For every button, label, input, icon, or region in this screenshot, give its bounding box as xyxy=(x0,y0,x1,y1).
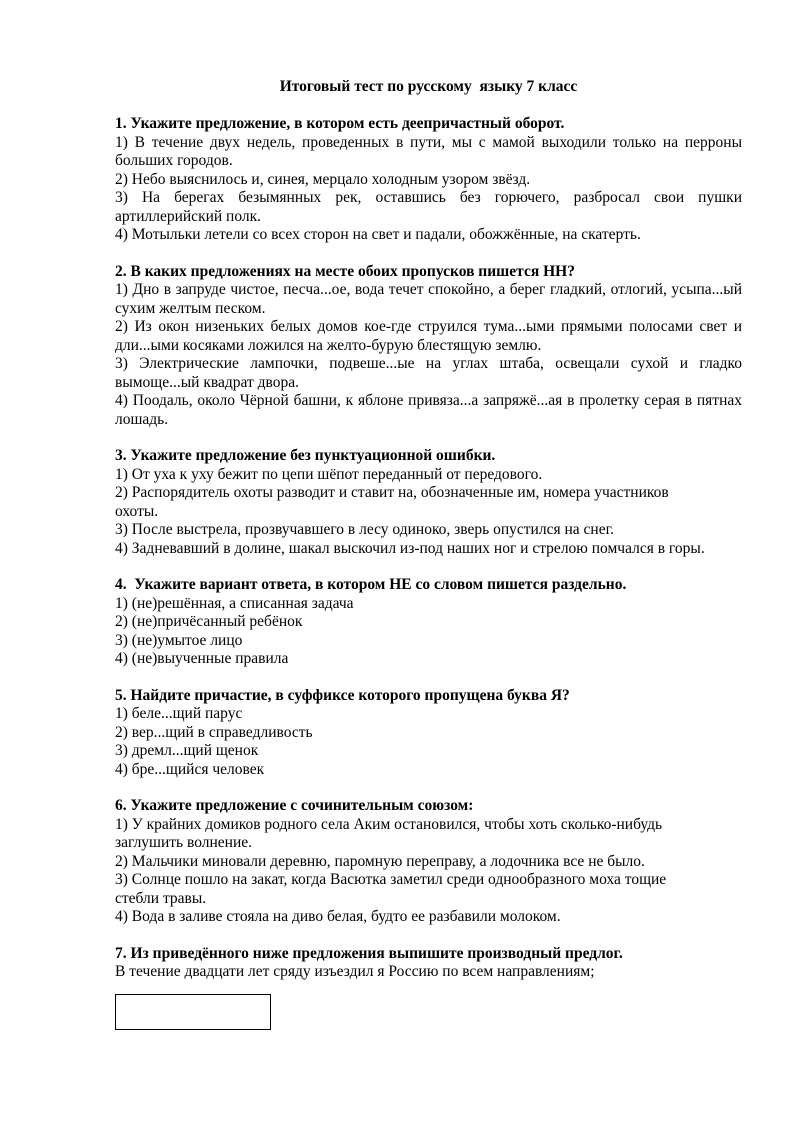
question-title: 3. Укажите предложение без пунктуационной ошибки. xyxy=(115,447,496,464)
question-2 xyxy=(115,263,742,430)
question-title: 1. Укажите предложение, в котором есть деепричастный оборот. xyxy=(115,115,565,132)
question-1 xyxy=(115,115,742,245)
answer-option: 1) В течение двух недель, проведенных в пути, мы с мамой выходили только на перроны больших городов. xyxy=(115,133,742,169)
answer-option: 1) У крайних домиков родного села Аким остановился, чтобы хоть сколько-нибудь заглушить волнение. xyxy=(115,815,663,851)
answer-option: 3) На берегах безымянных рек, оставшись без горючего, разбросал свои пушки артиллерийский полк. xyxy=(115,189,742,225)
answer-option: 2) Небо выяснилось и, синея, мерцало холодным узором звёзд. xyxy=(115,170,531,188)
answer-box[interactable] xyxy=(115,994,271,1030)
answer-option: 4) бре...щийся человек xyxy=(115,760,265,778)
answer-option: 1) Дно в запруде чистое, песча...ое, вода течет спокойно, а берег гладкий, отлогий, усыпа...ый сухим желтым песком. xyxy=(115,281,742,317)
answer-option: 1) (не)решённая, а списанная задача xyxy=(115,594,354,612)
answer-option: 3) дремл...щий щенок xyxy=(115,742,259,759)
question-4 xyxy=(115,576,742,669)
question-title: 2. В каких предложениях на месте обоих пропусков пишется НН? xyxy=(115,262,575,280)
question-title: 6. Укажите предложение с сочинительным союзом: xyxy=(115,797,474,814)
answer-option: 4) Мотыльки летели со всех сторон на свет и падали, обожжённые, на скатерть. xyxy=(115,226,641,243)
answer-option: 2) Мальчики миновали деревню, паромную переправу, а лодочника все не было. xyxy=(115,852,645,870)
answer-option: 2) Распорядитель охоты разводит и ставит на, обозначенные им, номера участников охоты. xyxy=(115,484,669,520)
answer-option: 4) Задневавший в долине, шакал выскочил из-под наших ног и стрелою помчался в горы. xyxy=(115,539,705,557)
answer-option: 2) Из окон низеньких белых домов кое-где струился тума...ыми прямыми полосами свет и дли...ыми косяками ложился на желто-бурую блестящую землю. xyxy=(115,318,742,354)
question-5 xyxy=(115,687,742,780)
answer-option: 4) (не)выученные правила xyxy=(115,650,289,667)
question-title: 4. Укажите вариант ответа, в котором НЕ со словом пишется раздельно. xyxy=(115,576,627,593)
question-6 xyxy=(115,797,742,927)
question-7 xyxy=(115,945,742,1030)
answer-option: 1) беле...щий парус xyxy=(115,705,243,722)
question-title: 5. Найдите причастие, в суффиксе которого пропущена буква Я? xyxy=(115,686,570,704)
answer-option: 3) Электрические лампочки, подвеше...ые на углах штаба, освещали сухой и гладко вымоще...ый квадрат двора. xyxy=(115,355,742,391)
test-page xyxy=(115,78,742,1048)
question-title: 7. Из приведённого ниже предложения выпишите производный предлог. xyxy=(115,944,623,962)
question-3 xyxy=(115,447,742,558)
answer-option: 3) Солнце пошло на закат, когда Васютка заметил среди однообразного моха тощие стебли травы. xyxy=(115,871,667,907)
answer-option: 2) (не)причёсанный ребёнок xyxy=(115,613,303,630)
answer-option: 1) От уха к уху бежит по цепи шёпот переданный от передового. xyxy=(115,465,543,483)
page-title: Итоговый тест по русскому языку 7 класс xyxy=(279,78,578,95)
answer-option: 2) вер...щий в справедливость xyxy=(115,723,313,741)
answer-option: 3) (не)умытое лицо xyxy=(115,631,243,649)
answer-option: 3) После выстрела, прозвучавшего в лесу одиноко, зверь опустился на снег. xyxy=(115,521,615,538)
answer-option: 4) Вода в заливе стояла на диво белая, будто ее разбавили молоком. xyxy=(115,908,561,925)
source-sentence: В течение двадцати лет сряду изъездил я Россию по всем направлениям; xyxy=(115,963,595,980)
answer-option: 4) Поодаль, около Чёрной башни, к яблоне привяза...а запряжё...ая в пролетку серая в пятнах лошадь. xyxy=(115,392,742,428)
